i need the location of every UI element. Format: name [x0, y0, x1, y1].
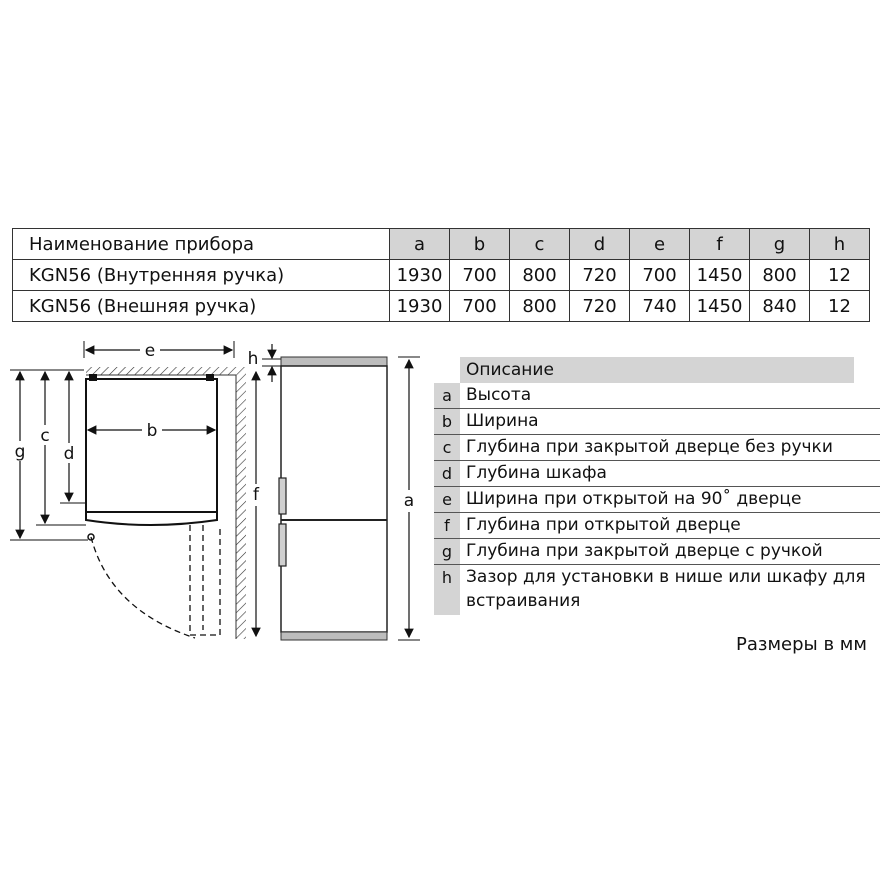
header-col-g: g [750, 229, 810, 260]
table-cell: 720 [570, 260, 630, 291]
header-col-h: h [810, 229, 870, 260]
table-cell: 700 [450, 291, 510, 322]
legend-key: d [434, 461, 460, 486]
dimension-d-label: d [63, 444, 75, 464]
legend-text: Ширина [466, 411, 539, 431]
list-item [434, 409, 880, 435]
table-cell: 1930 [390, 260, 450, 291]
dimension-b-label: b [146, 421, 158, 441]
table-cell: 12 [810, 291, 870, 322]
legend-text: Глубина при закрытой дверце с ручкой [466, 541, 823, 561]
table-cell: 800 [510, 291, 570, 322]
header-col-a: a [390, 229, 450, 260]
legend-text: Зазор для установки в нише или шкафу для встраивания [466, 567, 866, 611]
legend-key: b [434, 409, 460, 434]
dimension-a-label: a [403, 491, 415, 511]
list-item [434, 435, 880, 461]
dimension-c-label: c [40, 426, 50, 446]
header-col-b: b [450, 229, 510, 260]
table-cell: 12 [810, 260, 870, 291]
list-item [434, 539, 880, 565]
header-col-c: c [510, 229, 570, 260]
legend-key: e [434, 487, 460, 512]
table-cell: 800 [750, 260, 810, 291]
table-cell: 740 [630, 291, 690, 322]
list-item [434, 461, 880, 487]
list-item [434, 383, 880, 409]
dimension-f-label: f [253, 485, 259, 505]
table-cell: 840 [750, 291, 810, 322]
dimension-g-label: g [14, 442, 26, 462]
dimension-h-label: h [247, 349, 259, 369]
legend-text: Высота [466, 385, 532, 405]
legend-key: a [434, 383, 460, 408]
table-cell: 1930 [390, 291, 450, 322]
header-col-e: e [630, 229, 690, 260]
list-item [434, 513, 880, 539]
legend-key: g [434, 539, 460, 564]
header-col-d: d [570, 229, 630, 260]
legend-key: c [434, 435, 460, 460]
legend-text: Ширина при открытой на 90˚ дверце [466, 489, 802, 509]
table-cell: 700 [450, 260, 510, 291]
row-name-cell: KGN56 (Внутренняя ручка) [13, 260, 390, 291]
legend-text: Глубина при открытой дверце [466, 515, 741, 535]
list-item [434, 487, 880, 513]
table-cell: 1450 [690, 291, 750, 322]
legend-key: h [434, 565, 460, 615]
table-cell: 720 [570, 291, 630, 322]
legend-title: Описание [460, 357, 854, 383]
table-cell: 800 [510, 260, 570, 291]
header-name-cell: Наименование прибора [13, 229, 390, 260]
row-name-cell: KGN56 (Внешняя ручка) [13, 291, 390, 322]
table-cell: 700 [630, 260, 690, 291]
units-note: Размеры в мм [736, 634, 867, 655]
legend-text: Глубина при закрытой дверце без ручки [466, 437, 833, 457]
list-item [434, 565, 880, 615]
legend-text: Глубина шкафа [466, 463, 607, 483]
header-col-f: f [690, 229, 750, 260]
table-cell: 1450 [690, 260, 750, 291]
description-legend [434, 357, 880, 615]
legend-key: f [434, 513, 460, 538]
dimension-e-label: e [144, 341, 156, 361]
